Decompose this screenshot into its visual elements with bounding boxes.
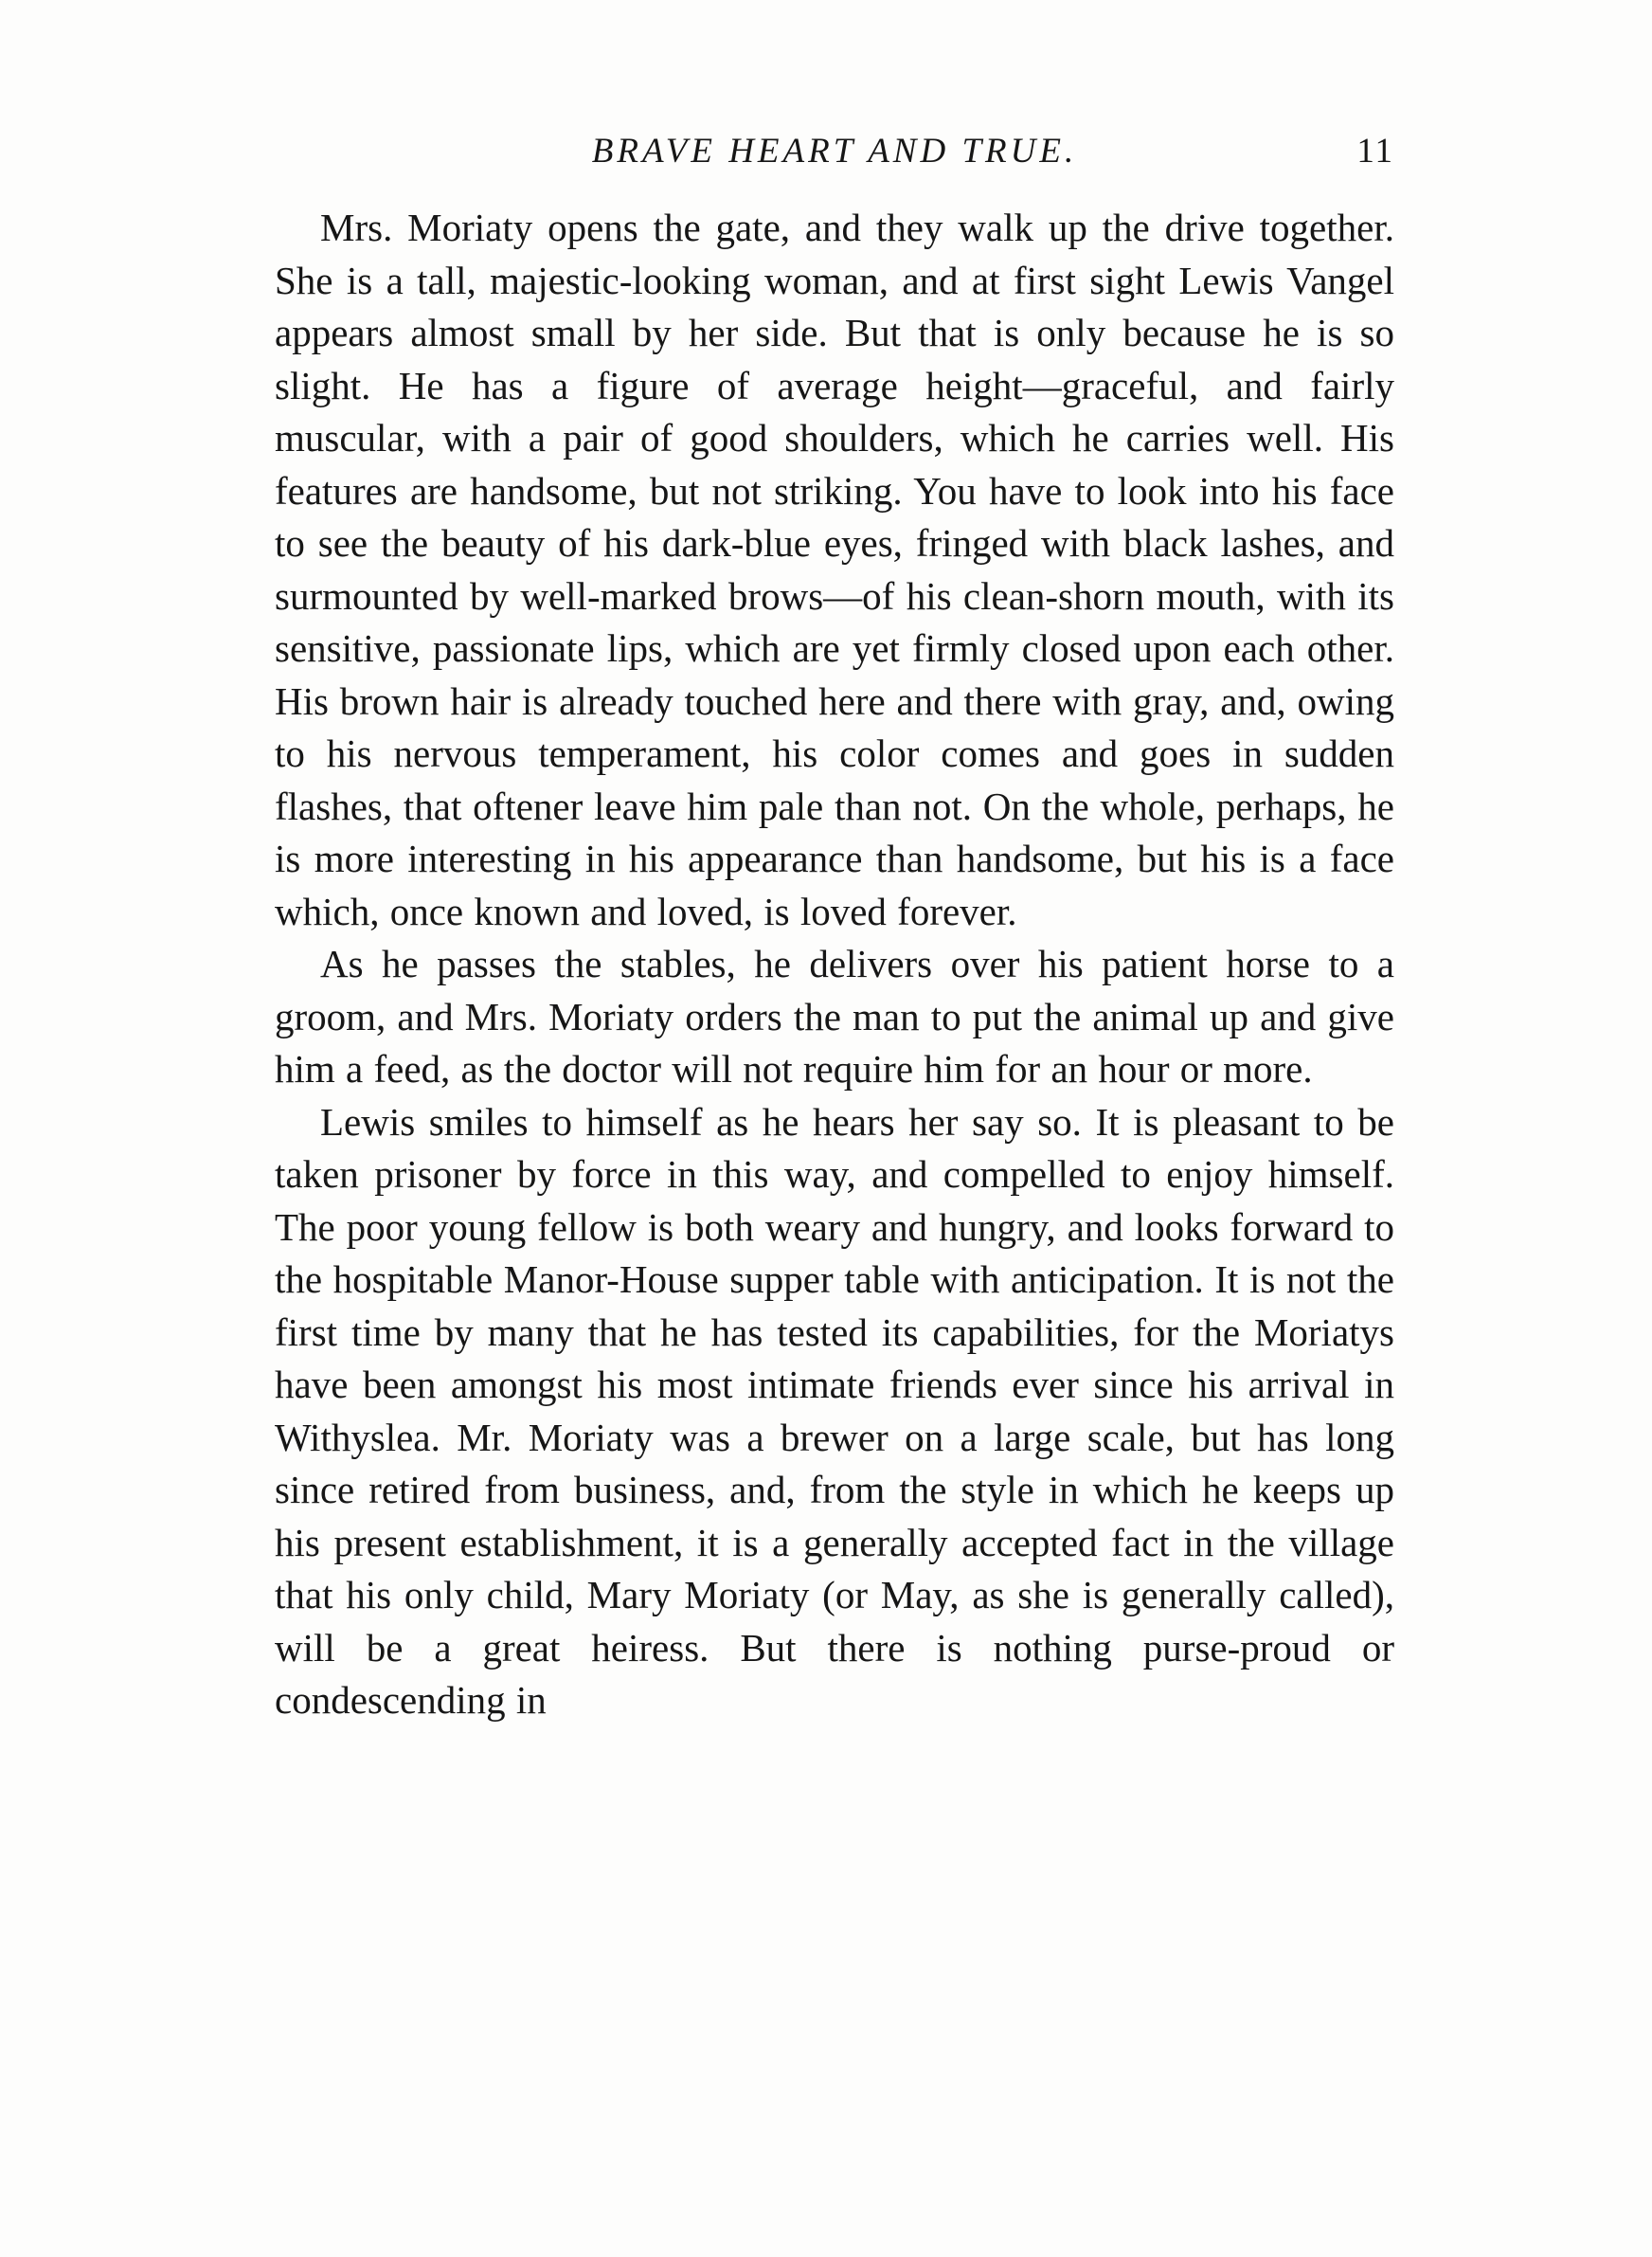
body-text (275, 202, 1394, 1727)
paragraph-1: Mrs. Moriaty opens the gate, and they walk up the drive together. She is a tall, majestic-looking woman, and at first sight Lewis Vangel appears almost small by her side. But that is only because he is so slight. He has a figure of average height—graceful, and fairly muscular, with a pair of good shoulders, which he carries well. His features are handsome, but not striking. You have to look into his face to see the beauty of his dark-blue eyes, fringed with black lashes, and surmounted by well-marked brows—of his clean-shorn mouth, with its sensitive, passionate lips, which are yet firmly closed upon each other. His brown hair is already touched here and there with gray, and, owing to his nervous temperament, his color comes and goes in sudden flashes, that oftener leave him pale than not. On the whole, perhaps, he is more interesting in his appearance than handsome, but his is a face which, once known and loved, is loved forever. (275, 206, 1394, 933)
paragraph-3: Lewis smiles to himself as he hears her say so. It is pleasant to be taken prisoner by force in this way, and compelled to enjoy himself. The poor young fellow is both weary and hungry, and looks forward to the hospitable Manor-House supper table with anticipation. It is not the first time by many that he has tested its capabilities, for the Moriatys have been amongst his most intimate friends ever since his arrival in Withyslea. Mr. Moriaty was a brewer on a large scale, but has long since retired from business, and, from the style in which he keeps up his present establishment, it is a generally accepted fact in the village that his only child, Mary Moriaty (or May, as she is generally called), will be a great heiress. But there is nothing purse-proud or condescending in (275, 1099, 1394, 1722)
paragraph-2: As he passes the stables, he delivers over his patient horse to a groom, and Mrs. Moriaty orders the man to put the animal up and give him a feed, as the doctor will not require him for an hour or more. (275, 942, 1394, 1091)
running-title: BRAVE HEART AND TRUE. (591, 132, 1078, 171)
page-number: 11 (1356, 132, 1394, 171)
running-head (275, 123, 1394, 180)
